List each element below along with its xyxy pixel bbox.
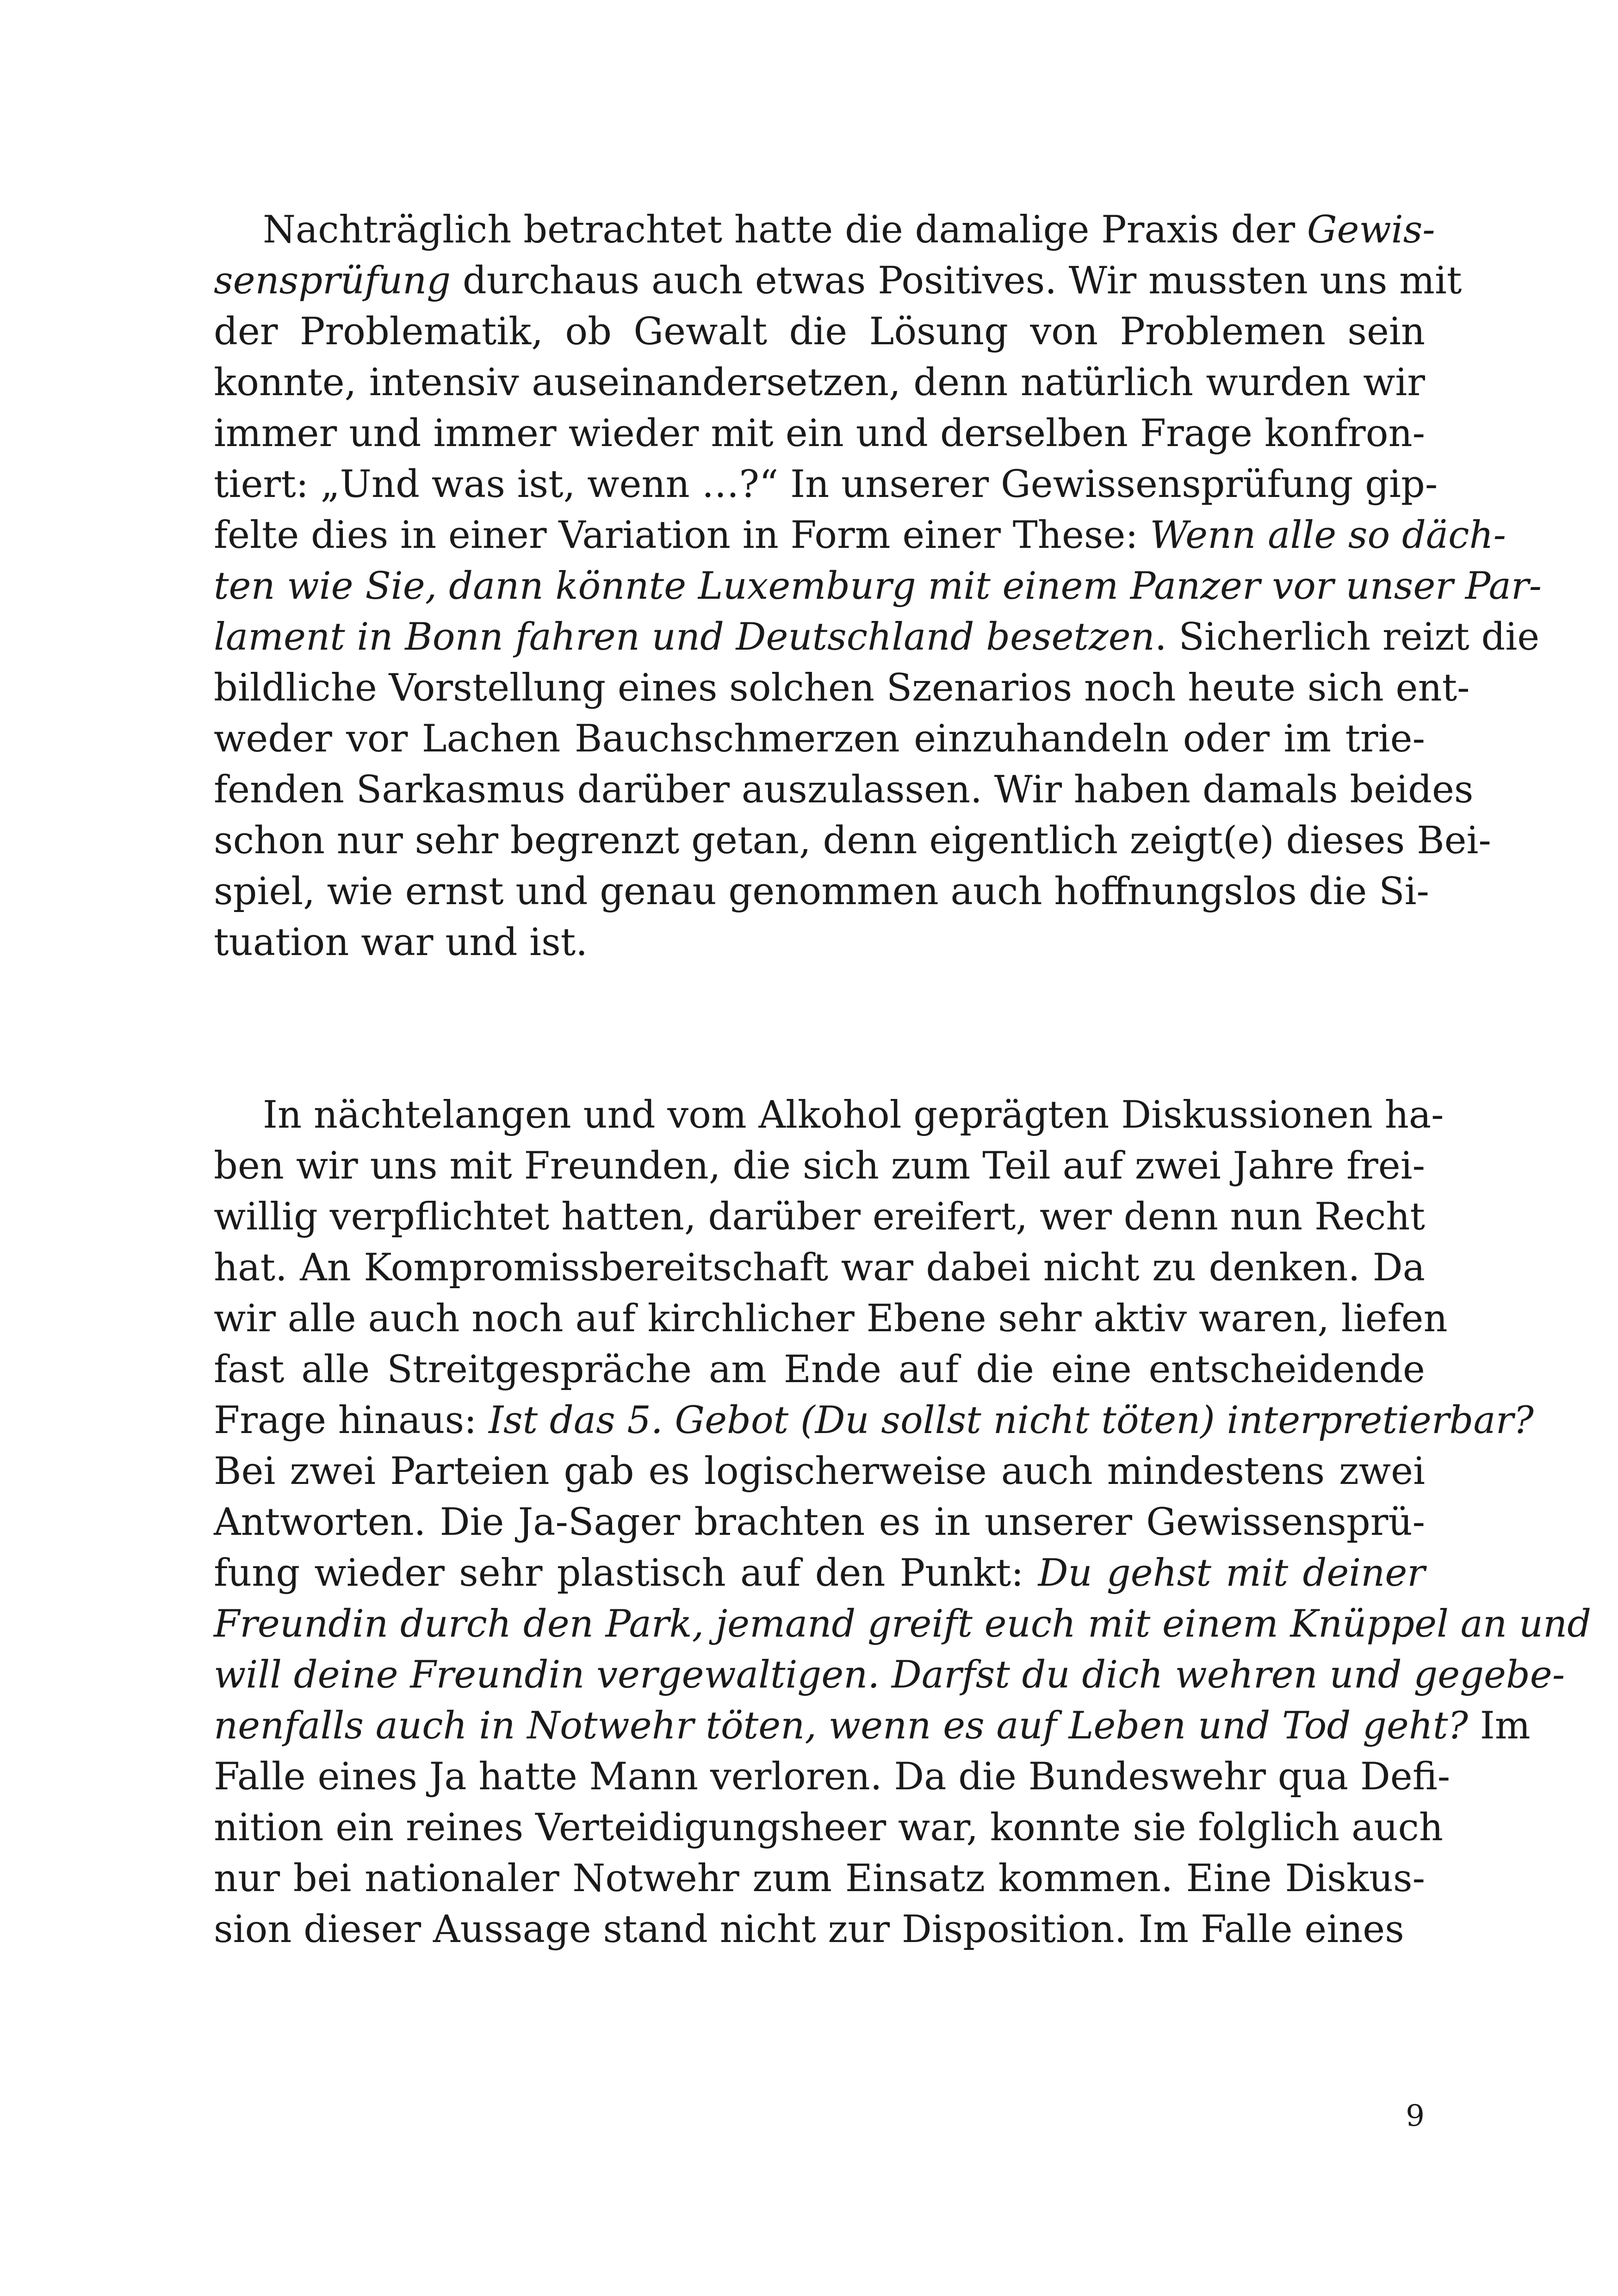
text-line	[214, 1446, 1425, 1497]
text-line	[214, 815, 1491, 866]
text-line	[214, 612, 1540, 663]
text-line	[214, 1141, 1425, 1191]
text-line	[214, 714, 1425, 764]
text-segment: schon nur sehr begrenzt getan, denn eigentlich zeigt(e) dieses Bei-	[214, 819, 1491, 863]
text-line	[214, 1751, 1451, 1802]
text-segment: tiert: „Und was ist, wenn …?“ In unserer Gewissensprüfung gip-	[214, 463, 1438, 506]
text-line	[214, 1293, 1448, 1344]
text-segment: wir alle auch noch auf kirchlicher Ebene sehr aktiv waren, liefen	[214, 1297, 1448, 1340]
text-line	[214, 510, 1506, 561]
text-line	[214, 306, 1425, 357]
text-line	[214, 1191, 1425, 1242]
text-line	[214, 357, 1425, 408]
text-segment: bildliche Vorstellung eines solchen Szenarios noch heute sich ent-	[214, 666, 1470, 710]
text-segment: Falle eines Ja hatte Mann verloren. Da die Bundeswehr qua Defi-	[214, 1755, 1451, 1799]
text-line	[214, 1802, 1444, 1853]
text-line	[214, 764, 1474, 815]
text-segment: Antworten. Die Ja-Sager brachten es in unserer Gewissensprü-	[214, 1501, 1425, 1544]
text-line	[214, 1548, 1425, 1599]
text-line	[214, 205, 1435, 255]
text-segment: fenden Sarkasmus darüber auszulassen. Wir haben damals beides	[214, 768, 1474, 812]
text-line	[214, 1904, 1425, 1955]
text-segment: spiel, wie ernst und genau genommen auch hoffnungslos die Si-	[214, 870, 1429, 913]
text-segment: nur bei nationaler Notwehr zum Einsatz kommen. Eine Diskus-	[214, 1857, 1425, 1900]
text-segment: nition ein reines Verteidigungsheer war, konnte sie folglich auch	[214, 1806, 1444, 1849]
text-segment: ben wir uns mit Freunden, die sich zum Teil auf zwei Jahre frei-	[214, 1144, 1425, 1188]
text-segment: Nachträglich betrachtet hatte die damalige Praxis der	[263, 208, 1307, 252]
text-segment: hat. An Kompromissbereitschaft war dabei nicht zu denken. Da	[214, 1246, 1425, 1290]
text-line	[214, 408, 1425, 459]
text-line	[214, 1599, 1592, 1650]
text-line	[214, 1090, 1444, 1141]
text-segment: In nächtelangen und vom Alkohol geprägten Diskussionen ha-	[263, 1093, 1444, 1137]
italic-text: sensprüfung	[214, 259, 451, 303]
italic-text: Wenn alle so däch-	[1150, 514, 1506, 557]
italic-text: Ist das 5. Gebot (Du sollst nicht töten) interpretierbar?	[489, 1399, 1534, 1442]
italic-text: lament in Bonn fahren und Deutschland besetzen	[214, 615, 1155, 659]
text-segment: der Problematik, ob Gewalt die Lösung von Problemen sein	[214, 310, 1425, 354]
text-segment: immer und immer wieder mit ein und derselben Frage konfron-	[214, 412, 1425, 455]
text-line	[214, 917, 1425, 968]
text-segment: fast alle Streitgespräche am Ende auf die eine entscheidende	[214, 1348, 1425, 1391]
text-segment: tuation war und ist.	[214, 921, 588, 964]
text-line	[214, 866, 1429, 917]
text-line	[214, 1395, 1534, 1446]
text-line	[214, 663, 1470, 714]
text-segment: weder vor Lachen Bauchschmerzen einzuhandeln oder im trie-	[214, 717, 1425, 761]
text-line	[214, 1344, 1425, 1395]
text-line	[214, 1650, 1565, 1700]
text-segment: felte dies in einer Variation in Form einer These:	[214, 514, 1150, 557]
text-line	[214, 255, 1462, 306]
paragraph-1	[214, 205, 1542, 968]
italic-text: will deine Freundin vergewaltigen. Darfst du dich wehren und gegebe-	[214, 1653, 1565, 1697]
italic-text: Gewis-	[1307, 208, 1435, 252]
text-line	[214, 1242, 1425, 1293]
text-line	[214, 1853, 1425, 1904]
text-segment: willig verpflichtet hatten, darüber ereifert, wer denn nun Recht	[214, 1195, 1425, 1239]
italic-text: Du gehst mit deiner	[1038, 1551, 1425, 1595]
text-line	[214, 1700, 1531, 1751]
text-segment: Im	[1468, 1704, 1531, 1748]
text-segment: sion dieser Aussage stand nicht zur Disposition. Im Falle eines	[214, 1908, 1404, 1951]
text-segment: . Sicherlich reizt die	[1154, 615, 1540, 659]
text-line	[214, 459, 1438, 510]
text-segment: fung wieder sehr plastisch auf den Punkt:	[214, 1551, 1038, 1595]
italic-text: ten wie Sie, dann könnte Luxemburg mit einem Panzer vor unser Par-	[214, 565, 1542, 608]
page-number: 9	[1406, 2099, 1425, 2133]
text-segment: Frage hinaus:	[214, 1399, 489, 1442]
text-line	[214, 561, 1542, 612]
paragraph-2	[214, 1090, 1592, 1955]
italic-text: nenfalls auch in Notwehr töten, wenn es auf Leben und Tod geht?	[214, 1704, 1468, 1748]
text-segment: konnte, intensiv auseinandersetzen, denn natürlich wurden wir	[214, 361, 1425, 404]
text-segment: Bei zwei Parteien gab es logischerweise auch mindestens zwei	[214, 1450, 1425, 1493]
text-segment: durchaus auch etwas Positives. Wir mussten uns mit	[451, 259, 1462, 303]
text-line	[214, 1497, 1425, 1548]
italic-text: Freundin durch den Park, jemand greift euch mit einem Knüppel an und	[214, 1602, 1592, 1646]
